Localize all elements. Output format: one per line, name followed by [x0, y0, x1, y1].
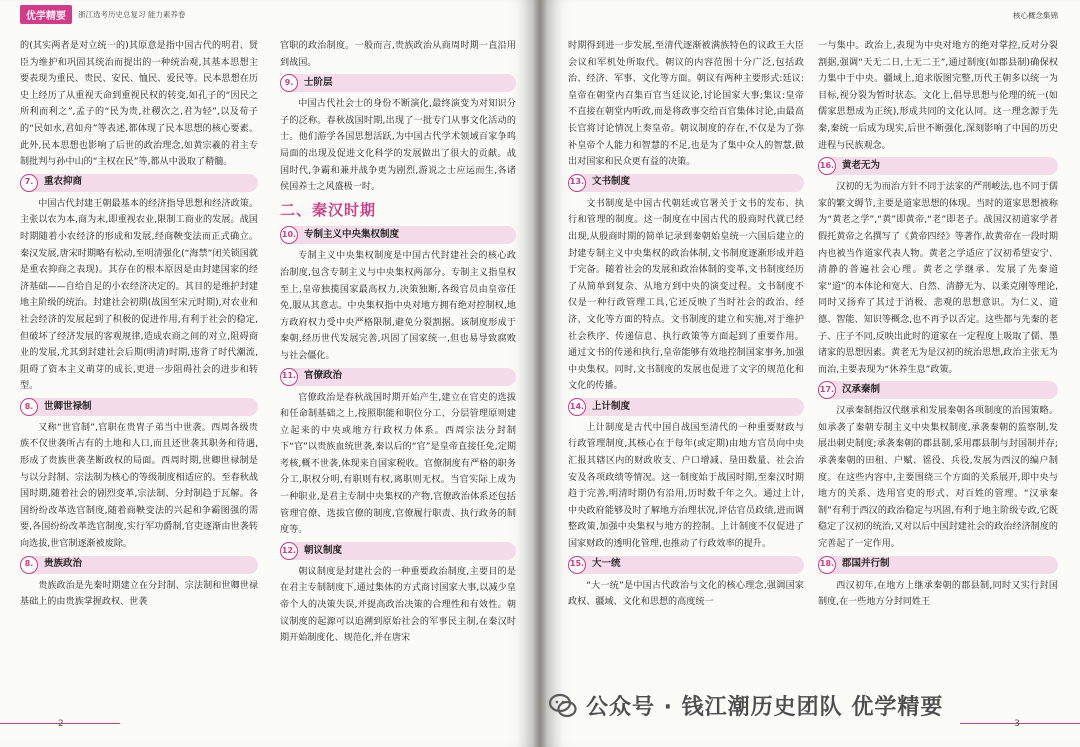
page-header-right: 核心概念集锦 — [1013, 11, 1058, 20]
section-title: 上计制度 — [592, 400, 631, 412]
section-number: 11. — [280, 368, 298, 386]
footer-rule — [960, 723, 1080, 724]
section-number: 14. — [568, 398, 586, 416]
section-number: 9. — [280, 74, 298, 92]
section-title: 黄老无为 — [842, 159, 881, 171]
era-heading: 二、秦汉时期 — [280, 200, 377, 219]
paragraph: 文书制度是中国古代朝廷或官署关于文书的发布、执行和管理的制度。这一制度在中国古代的殷商时代就已经出现,从殷商时期的简单记录到秦朝始皇统一六国后建立的封建专制主义中央集权的政治体制,文书制度逐渐形成并趋于完备。随着社会的发展和政治体制的变革,文书制度经历了从简单到复杂、从地方到中央的演变过程。文书制度不仅是一种行政管理工具,它还反映了当时社会的政治、经济、文化等方面的特点。文书制度的建立和实施,对于维护社会秩序、传递信息、执行政策等方面起到了重要作用。通过文书的传递和执行,皇帝能够有效地控制国家事务,加强中央集权。同时,文书制度的发展也促进了文字的规范化和文化的传播。 — [568, 198, 804, 392]
section-number: 8. — [20, 398, 38, 416]
section-number: 13. — [568, 174, 586, 192]
section-title: 专制主义中央集权制度 — [304, 229, 400, 241]
section-header-17 — [818, 381, 1058, 399]
section-number: 7. — [20, 174, 38, 192]
paragraph: 中国古代社会士的身份不断演化,最终演变为对知识分子的泛称。春秋战国时期,出现了一批专门从事文化活动的士。他们游学各国思想活跃,为中国古代学术领域百家争鸣局面的出现及促进文化科学的发展做出了很大的贡献。战国时代,争霸和兼并战争更为剧烈,游说之士应运而生,各诸侯国养士之风盛极一时。 — [280, 99, 516, 193]
right-column-2 — [818, 38, 1058, 613]
page-header-left — [20, 5, 185, 24]
section-header-13 — [568, 174, 804, 192]
paragraph: 官职的政治制度。一般而言,贵族政治从商周时期一直沿用到战国。 — [280, 41, 516, 68]
section-header-11 — [280, 368, 516, 386]
paragraph: 汉承秦制指汉代继承和发展秦朝各项制度的治国策略。如承袭了秦朝专制主义中央集权制度,承袭秦朝的监察制,发展出刺史制度;承袭秦朝的郡县制,采用郡县制与封国制并存;承袭秦朝的田租、户赋、徭役、兵役,发展为西汉的编户制度。在这些内容中,主要围绕三个方面的关系展开,即中央与地方的关系、选用官吏的形式、对百姓的管理。“汉承秦制”有利于西汉的政治稳定与巩固,有利于地主阶级专政,它既稳定了汉初的统治,又对以后中国封建社会的政治经济制度的完善起了一定作用。 — [818, 406, 1058, 550]
paragraph: “大一统”是中国古代政治与文化的核心理念,强调国家政权、疆域、文化和思想的高度统一 — [568, 580, 804, 608]
brand-badge: 优学精要 — [20, 5, 72, 24]
paragraph: 一与集中。政治上,表现为中央对地方的绝对掌控,反对分裂割据,强调“天无二日,土无二王”,通过制度(如郡县制)确保权力集中于中央。疆域上,追求版图完整,历代王朝多以统一为目标,视分裂为暂时状态。文化上,倡导思想与伦理的统一(如儒家思想成为正统),形成共同的文化认同。这一理念源于先秦,秦统一后成为现实,后世不断强化,深刻影响了中国的历史进程与民族观念。 — [818, 41, 1058, 151]
section-header-16 — [818, 157, 1058, 175]
paragraph: 又称“世官制”,官职在贵胄子弟当中世袭。西周各级贵族不仅世袭所占有的土地和人口,而且还世袭其职务和待遇,形成了贵族世袭垄断政权的局面。西周时期,世卿世禄制是与以分封制、宗法制为核心的等级制度相适应的。至春秋战国时期,随着社会的剧烈变革,宗法制、分封制趋于瓦解。各国纷纷改革选官制度,随着商鞅变法的兴起和争霸图强的需要,各国纷纷改革选官制度,实行军功爵制,官吏逐渐由世袭转向选拔,世官制逐渐被废除。 — [20, 422, 258, 550]
section-title: 汉承秦制 — [842, 383, 881, 395]
section-title: 郡国并行制 — [842, 558, 890, 570]
section-number: 16. — [818, 157, 836, 175]
page-number: 2 — [58, 719, 64, 729]
section-title: 世卿世禄制 — [44, 400, 92, 412]
section-number: 10. — [280, 226, 298, 244]
book-gutter — [534, 0, 546, 747]
section-header-15 — [568, 556, 804, 574]
section-header-7 — [20, 174, 258, 192]
paragraph: 上计制度是古代中国自战国至清代的一种重要财政与行政管理制度,其核心在于每年(或定期)由地方官员向中央汇报其辖区内的财政收支、户口增减、垦田数量、社会治安及各项政绩等情况。这一制度始于战国时期,至秦汉时期趋于完善,明清时期仍有沿用,历时数千年之久。通过上计,中央政府能够及时了解地方治理状况,评估官员政绩,进而调整政策,加强中央集权与地方的控制。上计制度不仅促进了国家财政的透明化管理,也推动了行政效率的提升。 — [568, 422, 804, 550]
paragraph: 中国古代封建王朝最基本的经济指导思想和经济政策。主张以农为本,商为末,即重视农业,限制工商业的发展。战国时期随着小农经济的形成和发展,经商鞅变法而正式确立。秦汉发展,唐宋时期略有松动,至明清强化(“海禁”闭关锁国就是重农抑商之表现)。其存在的根本原因是由封建国家的经济基础——自给自足的小农经济决定的。其目的是维护封建地主阶级的统治。封建社会初期(战国至宋元时期),对农业和社会经济的发展起到了积极的促进作用,有利于社会的稳定,但破坏了经济发展的客观规律,造成农商之间的对立,阻碍商业的发展,尤其到封建社会后期(明清)时期,违背了时代潮流,阻碍了资本主义萌芽的成长,更进一步阻碍社会的进步和转型。 — [20, 198, 258, 392]
section-header-9 — [280, 74, 516, 92]
paragraph: 西汉初年,在地方上继承秦朝的郡县制,同时又实行封国制度,在一些地方分封同姓王 — [818, 580, 1058, 608]
section-header-8 — [20, 398, 258, 416]
paragraph: 官僚政治是春秋战国时期开始产生,建立在官吏的选拔和任命制基础之上,按照职能和职位分工、分层管理原则建立起来的中央或地方行政权力体系。西周宗法分封制下“官”以贵族血统世袭,秦以后的“官”是皇帝直接任免,定期考核,概不世袭,体现来自国家税收。官僚制度有严格的职务分工,职权分明,有职则有权,离职则无权。当官实际上成为一种职业,是君主专制中央集权的产物,官僚政治体系还包括管理官僚、选拔官僚的制度,官僚履行职责、执行政务的制度等。 — [280, 392, 516, 536]
section-title: 士阶层 — [304, 76, 333, 88]
section-header-12 — [280, 542, 516, 560]
section-number: 8. — [20, 556, 38, 574]
section-title: 官僚政治 — [304, 370, 343, 382]
paragraph: 朝议制度是封建社会的一种重要政治制度,主要目的是在君主专制制度下,通过集体的方式商讨国家大事,以减少皇帝个人的决策失误,并提高政治决策的合理性和有效性。朝议制度的起源可以追溯到原始社会的军事民主制,在秦汉时期开始制度化、规范化,并在唐宋 — [280, 566, 516, 644]
paragraph: 的(其实两者是对立统一的)其原意是指中国古代的明君、贤臣为维护和巩固其统治而提出的一种统治观,其基本思想主要表现为重民、贵民、安民、恤民、爱民等。民本思想在历史上经历了从重视天命到重视民权的转变,如孔子的“因民之所利而利之”,孟子的“民为贵,社稷次之,君为轻”,以及荀子的“民如水,君如舟”等表述,都体现了民本思想的核心要素。此外,民本思想也影响了后世的政治理念,如黄宗羲的君主专制批判与孙中山的“主权在民”等,都从中汲取了精髓。 — [20, 41, 258, 168]
section-number: 17. — [818, 381, 836, 399]
section-title: 贵族政治 — [44, 558, 83, 570]
wechat-icon — [548, 691, 578, 721]
section-header-10 — [280, 226, 516, 244]
section-header-14 — [568, 398, 804, 416]
section-header-18 — [818, 556, 1058, 574]
section-number: 15. — [568, 556, 586, 574]
section-title: 文书制度 — [592, 176, 631, 188]
section-title: 大一统 — [592, 558, 621, 570]
page-number: 3 — [1014, 719, 1020, 729]
left-column-2 — [280, 38, 516, 649]
wechat-watermark — [548, 690, 943, 721]
section-number: 12. — [280, 542, 298, 560]
section-header-8b — [20, 556, 258, 574]
book-subtitle: 浙江选考历史总复习 能力素养卷 — [78, 10, 186, 19]
section-number: 18. — [818, 556, 836, 574]
section-title: 朝议制度 — [304, 544, 343, 556]
left-page — [0, 0, 534, 747]
paragraph: 贵族政治是先秦时期建立在分封制、宗法制和世卿世禄基础上的由贵族掌握政权、世袭 — [20, 580, 258, 608]
paragraph: 时期得到进一步发展,至清代逐渐被满族特色的议政王大臣会议和军机处所取代。朝议的内容范围十分广泛,包括政治、经济、军事、文化等方面。朝议有两种主要形式:廷议:皇帝在朝堂内召集百官当廷议论,讨论国家大事;集议:皇帝不直接在朝堂内听政,而是将政事交给百官集体讨论,由最高长官将讨论情况上奏皇帝。朝议制度的存在,不仅是为了弥补皇帝个人能力和智慧的不足,也是为了集中众人的智慧,做出对国家和民众更有益的决策。 — [568, 41, 804, 168]
right-column-1 — [568, 38, 804, 613]
paragraph: 汉初的无为而治方针不同于法家的严刑峻法,也不同于儒家的繁文缛节,主要是道家思想的体现。当时的道家思想被称为“黄老之学”,“黄”即黄帝,“老”即老子。战国汉初道家学者假托黄帝之名撰写了《黄帝四经》等著作,故黄帝在一段时期内也被当作道家代表人物。黄老之学适应了汉初希望安宁、清静的普遍社会心理。黄老之学继承、发展了先秦道家“道”的本体论和宽大、自然、清静无为、以柔克刚等理论,同时又扬弃了其过于消极、悲观的思想意识。为仁义、道德、智能、知识等概念,也不再予以否定。这些都与先秦的老子、庄子不同,反映出此时的道家在一定程度上吸取了儒、墨诸家的思想因素。黄老无为是汉初的统治思想,政治主张无为而治,主要表现为“休养生息”政策。 — [818, 182, 1058, 375]
section-title: 重农抑商 — [44, 176, 83, 188]
paragraph: 专制主义中央集权制度是中国古代封建社会的核心政治制度,包含专制主义与中央集权两部分。专制主义指皇权至上,皇帝独揽国家最高权力,决策独断,各级官员由皇帝任免,服从其意志。中央集权指中央对地方拥有绝对控制权,地方政府权力受中央严格限制,避免分裂割据。该制度形成于秦朝,经历世代发展完善,巩固了国家统一,但也易导致腐败与社会僵化。 — [280, 251, 516, 361]
watermark-text: 公众号 · 钱江潮历史团队 优学精要 — [586, 695, 944, 720]
right-page — [546, 0, 1080, 747]
left-column-1 — [20, 38, 258, 613]
